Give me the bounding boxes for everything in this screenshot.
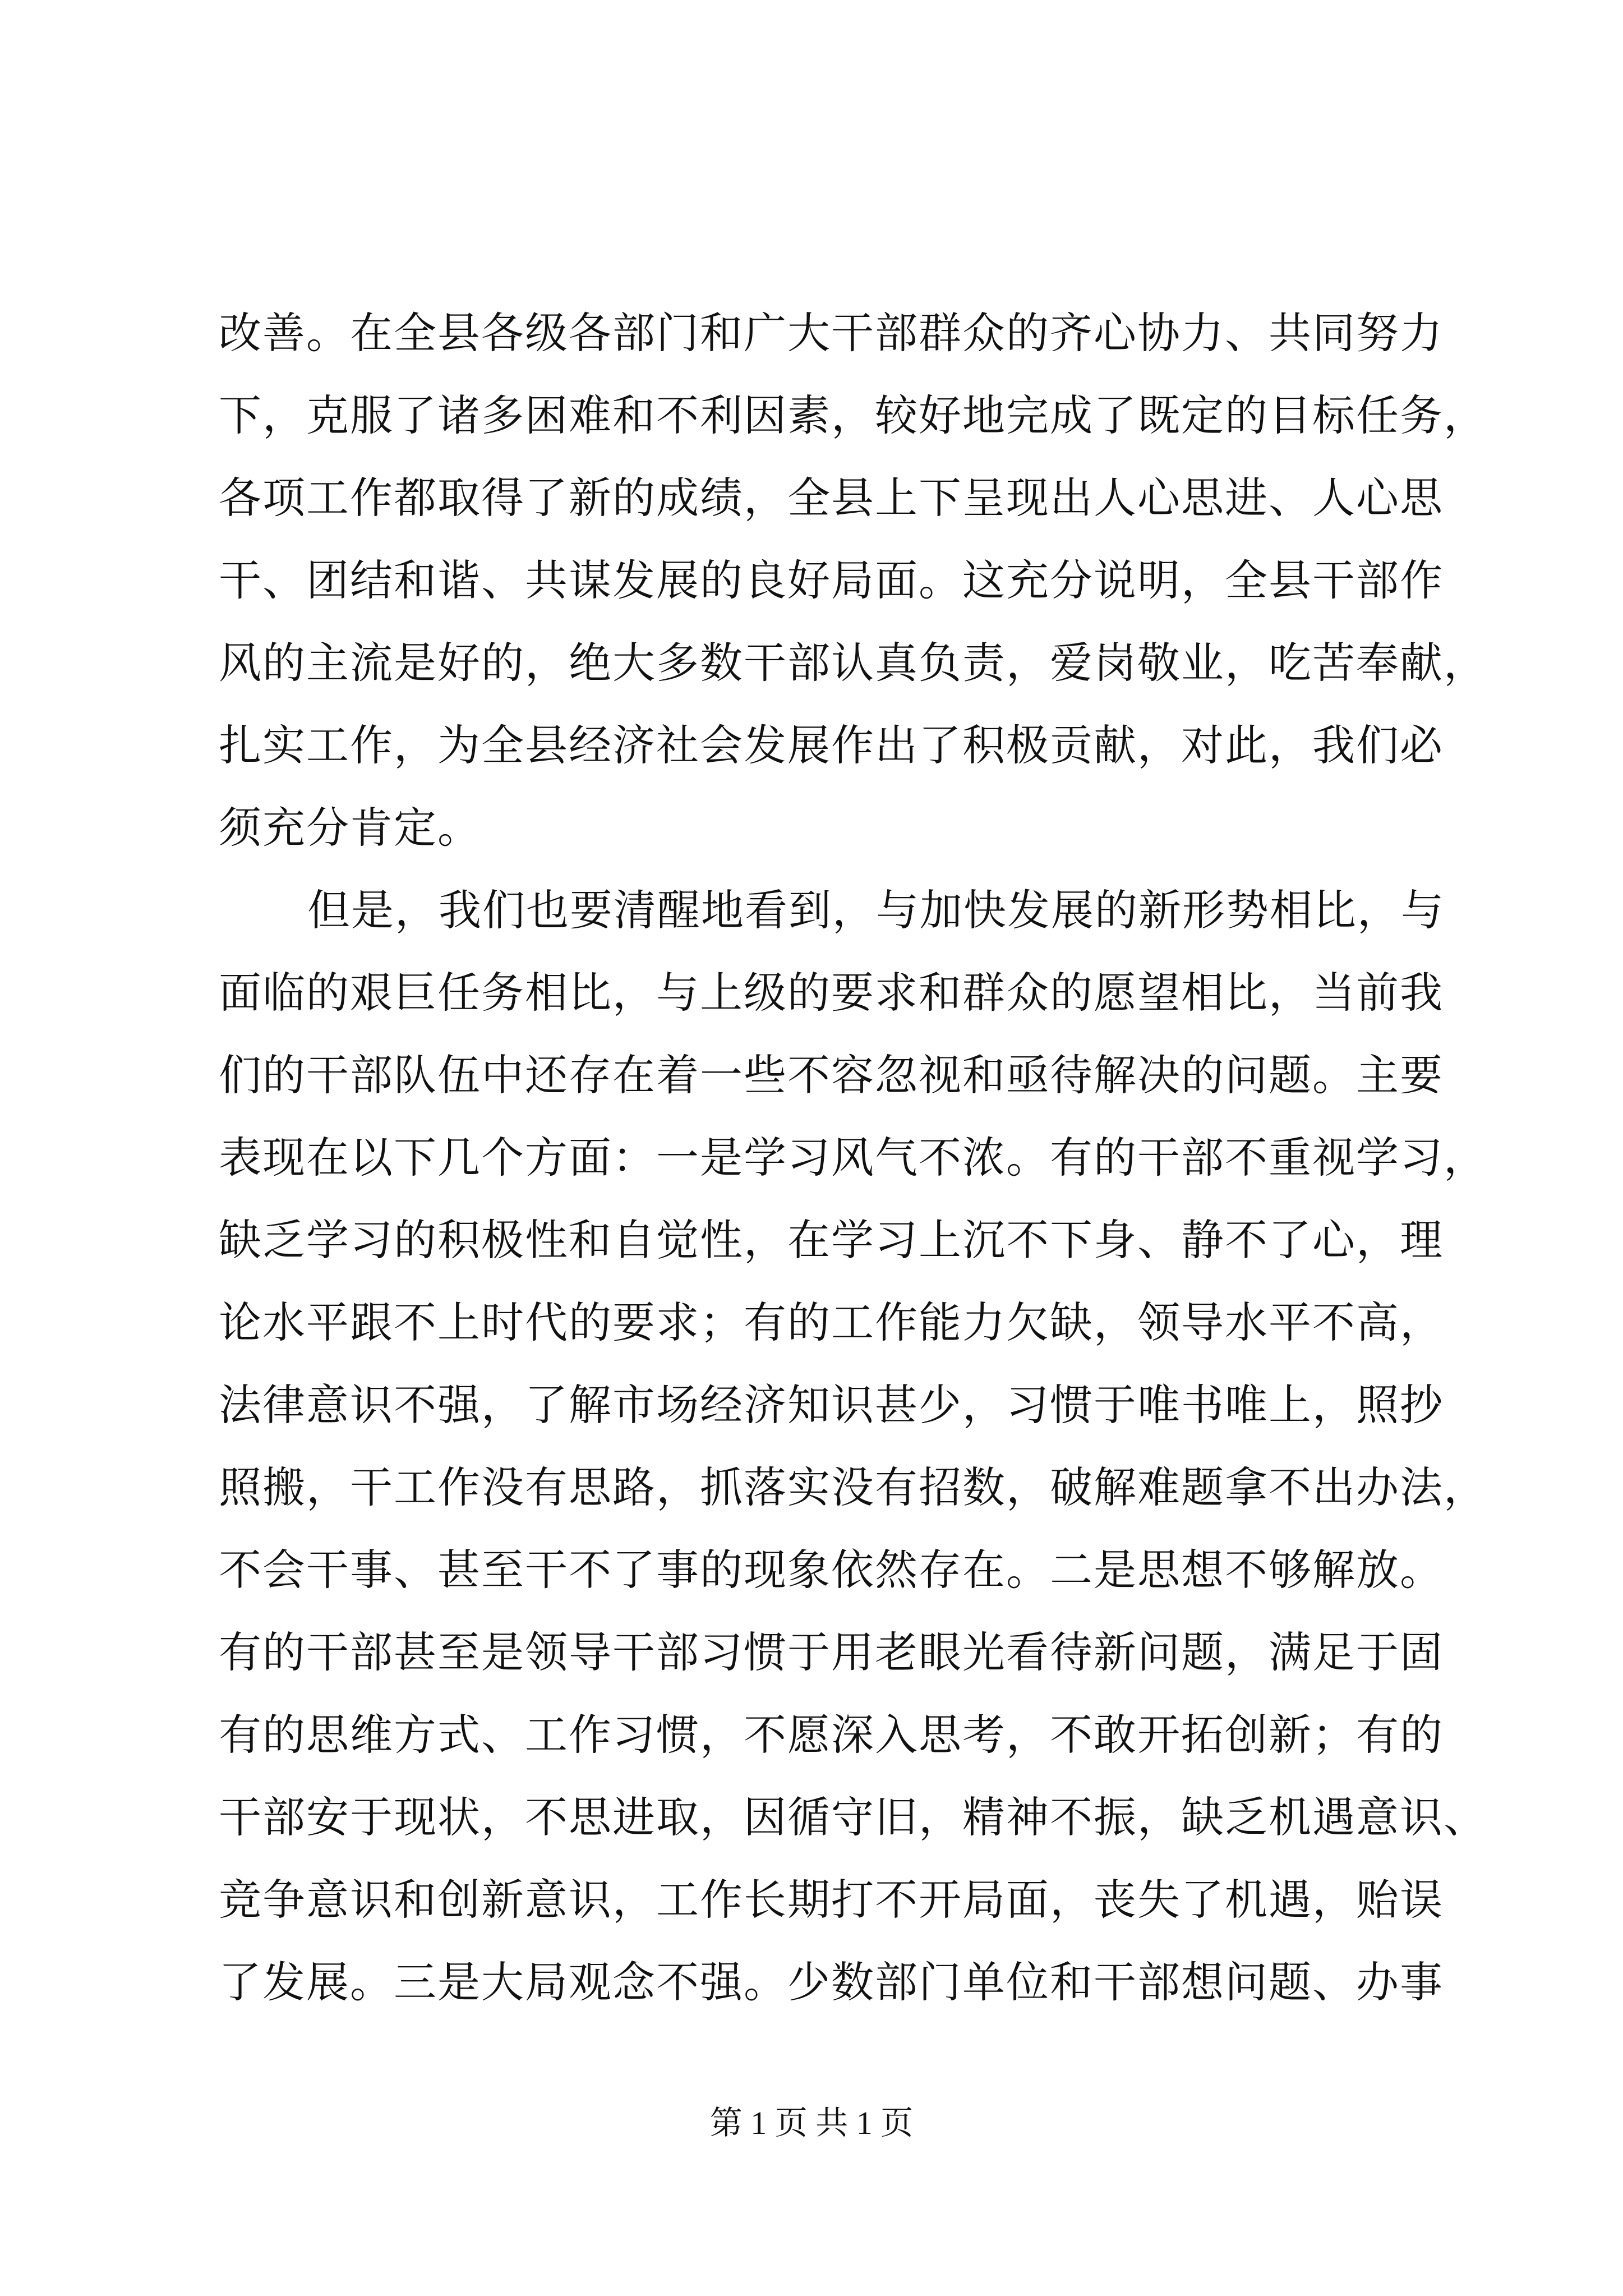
text-line: 法律意识不强，了解市场经济知识甚少，习惯于唯书唯上，照抄 bbox=[219, 1380, 1444, 1430]
text-line: 下，克服了诸多困难和不利因素，较好地完成了既定的目标任务， bbox=[219, 390, 1487, 440]
text-line: 须充分肯定。 bbox=[219, 803, 481, 853]
body-text bbox=[219, 292, 1487, 2023]
text-line: 干部安于现状，不思进取，因循守旧，精神不振，缺乏机遇意识、 bbox=[219, 1792, 1487, 1842]
text-line: 表现在以下几个方面：一是学习风气不浓。有的干部不重视学习， bbox=[219, 1133, 1487, 1182]
text-line: 论水平跟不上时代的要求；有的工作能力欠缺，领导水平不高， bbox=[219, 1297, 1444, 1347]
text-line: 干、团结和谐、共谋发展的良好局面。这充分说明，全县干部作 bbox=[219, 555, 1444, 605]
text-line: 风的主流是好的，绝大多数干部认真负责，爱岗敬业，吃苦奉献， bbox=[219, 638, 1487, 688]
text-line: 改善。在全县各级各部门和广大干部群众的齐心协力、共同努力 bbox=[219, 308, 1444, 358]
text-line: 缺乏学习的积极性和自觉性，在学习上沉不下身、静不了心，理 bbox=[219, 1215, 1444, 1265]
text-line: 各项工作都取得了新的成绩，全县上下呈现出人心思进、人心思 bbox=[219, 473, 1444, 523]
text-line: 不会干事、甚至干不了事的现象依然存在。二是思想不够解放。 bbox=[219, 1545, 1444, 1595]
text-line: 照搬，干工作没有思路，抓落实没有招数，破解难题拿不出办法， bbox=[219, 1462, 1487, 1512]
text-line: 们的干部队伍中还存在着一些不容忽视和亟待解决的问题。主要 bbox=[219, 1050, 1444, 1100]
text-line: 了发展。三是大局观念不强。少数部门单位和干部想问题、办事 bbox=[219, 1957, 1444, 2007]
page-footer: 第 1 页 共 1 页 bbox=[709, 2105, 914, 2141]
text-line: 扎实工作，为全县经济社会发展作出了积极贡献，对此，我们必 bbox=[219, 720, 1444, 770]
text-line: 竞争意识和创新意识，工作长期打不开局面，丧失了机遇，贻误 bbox=[219, 1875, 1444, 1925]
text-line: 有的思维方式、工作习惯，不愿深入思考，不敢开拓创新；有的 bbox=[219, 1710, 1444, 1760]
text-line: 面临的艰巨任务相比，与上级的要求和群众的愿望相比，当前我 bbox=[219, 968, 1444, 1018]
text-line: 但是，我们也要清醒地看到，与加快发展的新形势相比，与 bbox=[307, 885, 1445, 935]
text-line: 有的干部甚至是领导干部习惯于用老眼光看待新问题，满足于固 bbox=[219, 1627, 1444, 1677]
